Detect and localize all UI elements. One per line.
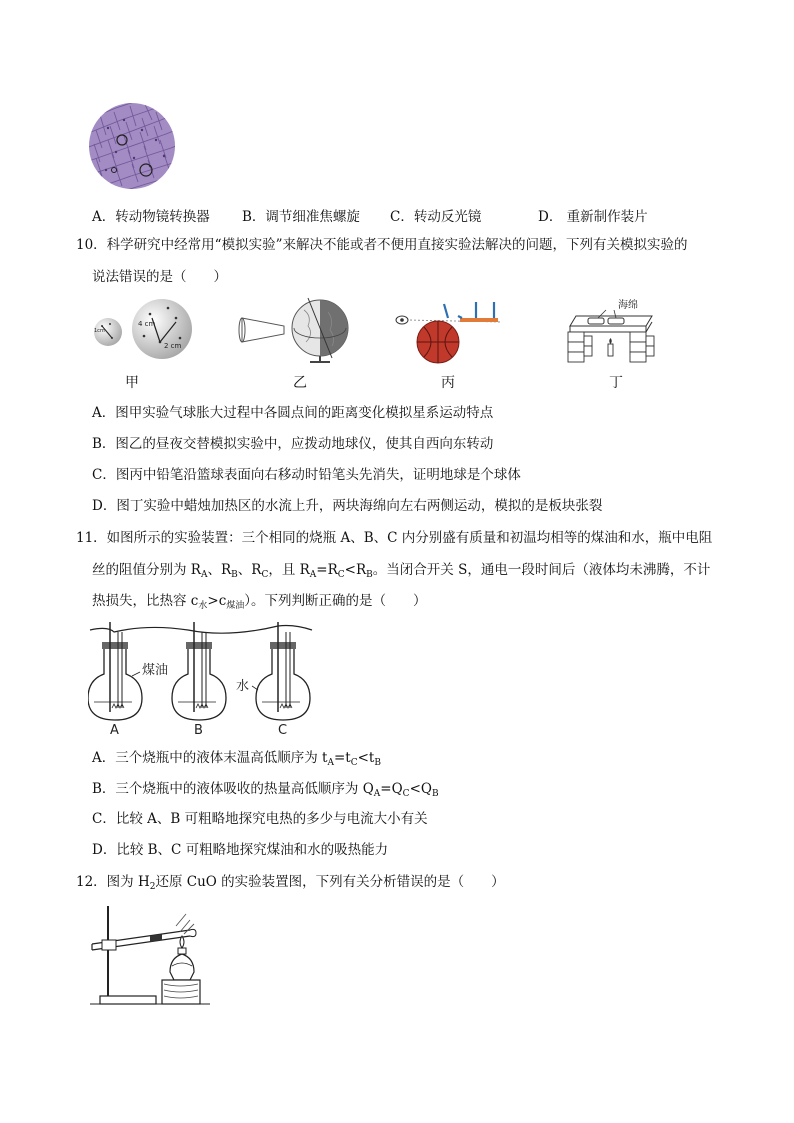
cell-micrograph xyxy=(86,100,178,192)
q11-option-b: B．三个烧瓶中的液体吸收的热量高低顺序为 $Q_A=Q_C<Q_B$ xyxy=(92,781,439,799)
jia-1cm-label: 1cm xyxy=(94,328,105,334)
q10-option-b: B．图乙的昼夜交替模拟实验中，应拨动地球仪，使其自西向东转动 xyxy=(92,436,494,452)
fig-q12-apparatus xyxy=(90,902,222,1012)
q9-option-a: A．转动物镜转换器 xyxy=(92,209,210,225)
flask-C-label: C xyxy=(278,723,288,738)
flask-water-label: 水 xyxy=(236,679,250,694)
flask-B-label: B xyxy=(194,723,203,738)
jia-2cm-label: 2 cm xyxy=(164,342,182,350)
fig-label-ding: 丁 xyxy=(609,375,623,391)
fig-jia-balloons xyxy=(90,298,200,360)
q12-stem: 12．图为 $H_2$还原 CuO 的实验装置图，下列有关分析错误的是（ ） xyxy=(76,874,505,892)
q10-option-c: C．图丙中铅笔沿篮球表面向右移动时铅笔头先消失，证明地球是个球体 xyxy=(92,467,521,483)
jia-4cm-label: 4 cm xyxy=(138,320,156,328)
q10-option-a: A．图甲实验气球胀大过程中各圆点间的距离变化模拟星系运动特点 xyxy=(92,405,494,421)
q9-options xyxy=(92,205,712,225)
fig-q11-flasks xyxy=(88,616,314,738)
sponge-label: 海绵 xyxy=(618,300,638,311)
q9-option-c: C．转动反光镜 xyxy=(390,209,482,225)
flask-A-label: A xyxy=(110,723,119,738)
fig-yi-globe xyxy=(238,296,358,364)
fig-label-bing: 丙 xyxy=(441,375,455,391)
q10-stem-line1: 10．科学研究中经常用“模拟实验”来解决不能或者不便用直接实验法解决的问题，下列有关模拟实验的 xyxy=(76,237,688,253)
fig-bing-basketball xyxy=(392,298,512,366)
q11-option-a: A．三个烧瓶中的液体末温高低顺序为 $t_A=t_C<t_B$ xyxy=(92,750,381,768)
q10-option-d: D．图丁实验中蜡烛加热区的水流上升，两块海绵向左右两侧运动，模拟的是板块张裂 xyxy=(92,498,603,514)
fig-label-yi: 乙 xyxy=(293,375,307,391)
q9-option-d: D． 重新制作装片 xyxy=(538,209,648,225)
q11-stem-line3: 热损失，比热容 $c_水>c_{煤油}$）。下列判断正确的是（ ） xyxy=(92,593,427,611)
fig-ding-tank xyxy=(560,296,664,366)
q10-stem-line2: 说法错误的是（ ） xyxy=(92,269,227,285)
fig-label-jia: 甲 xyxy=(125,375,139,391)
q11-option-d: D．比较 B、C 可粗略地探究煤油和水的吸热能力 xyxy=(92,842,389,858)
q11-stem-line1: 11．如图所示的实验装置：三个相同的烧瓶 A、B、C 内分别盛有质量和初温均相等的煤油和水，瓶中电阻 xyxy=(76,530,713,546)
flask-oil-label: 煤油 xyxy=(142,663,169,678)
q11-option-c: C．比较 A、B 可粗略地探究电热的多少与电流大小有关 xyxy=(92,811,428,827)
q11-stem-line2: 丝的阻值分别为 $R_A$、$R_B$、$R_C$，且 $R_A=R_C<R_B$。当闭合开关 S，通电一段时间后（液体均未沸腾，不计 xyxy=(92,562,711,580)
q9-option-b: B．调节细准焦螺旋 xyxy=(242,209,360,225)
